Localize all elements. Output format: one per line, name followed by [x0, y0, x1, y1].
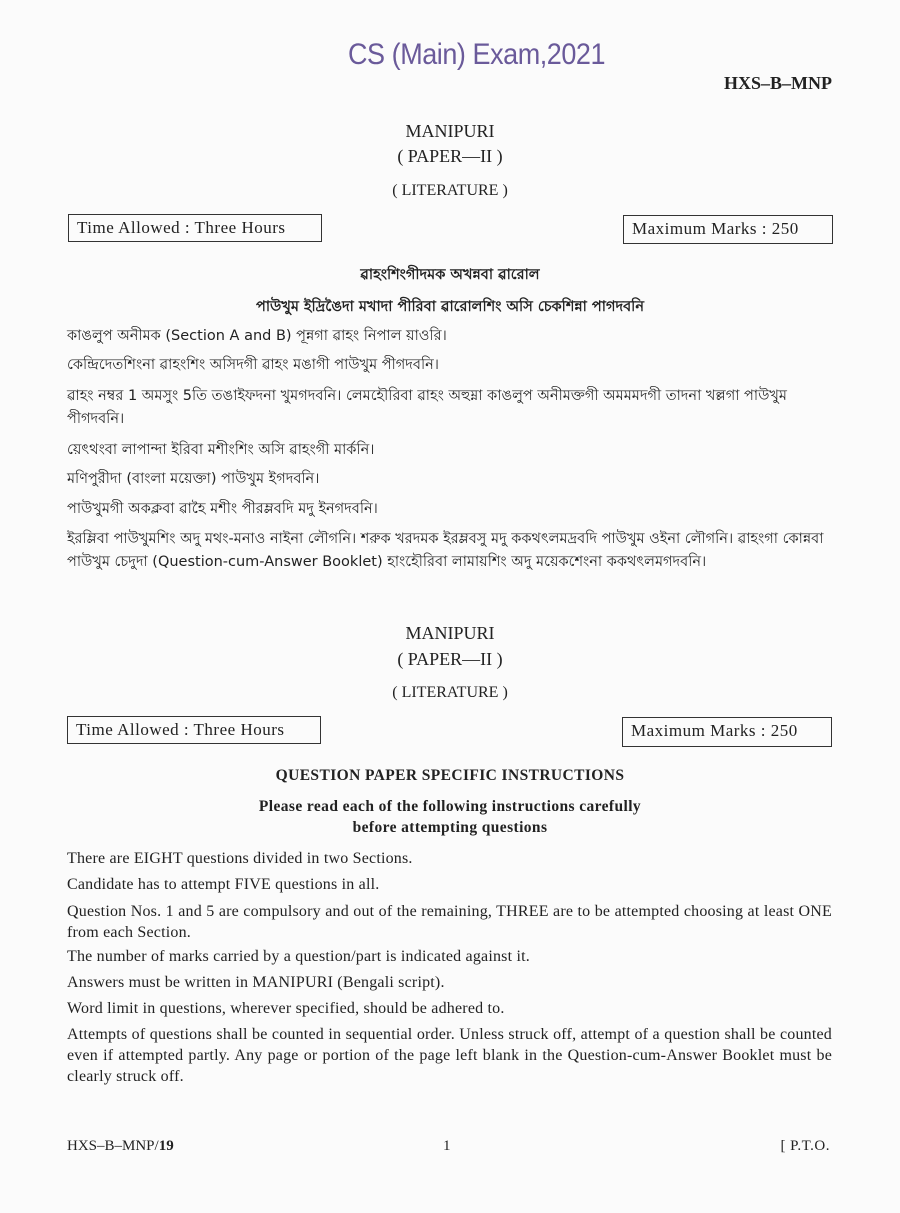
- paper-code: HXS–B–MNP: [724, 73, 832, 93]
- page-number: 1: [443, 1138, 451, 1154]
- subject-title: MANIPURI: [405, 121, 495, 141]
- instruction-item: Answers must be written in MANIPURI (Bengali script).: [67, 974, 445, 991]
- instruction-item: Attempts of questions shall be counted in sequential order. Unless struck off, attempt of a question shall be counted even if attempted partly. Any page or portion of the page left blank in the Question-cum-Answer Booklet must be clearly struck off.: [67, 1026, 832, 1085]
- instruction-item: Candidate has to attempt FIVE questions in all.: [67, 876, 380, 893]
- bengali-instruction: মণিপুরীদা (বাংলা ময়েক্তা) পাউখুম ইগদবনি।: [67, 471, 320, 487]
- max-marks-box: Maximum Marks : 250: [623, 215, 833, 244]
- category-label: ( LITERATURE ): [392, 684, 508, 701]
- instruction-item: Word limit in questions, wherever specified, should be adhered to.: [67, 1000, 505, 1017]
- bengali-subheading: পাউখুম ইদ্রিঙৈদা মখাদা পীরিবা ৱারোলশিং অসি চেকশিন্না পাগদবনি: [256, 299, 644, 315]
- instruction-item: There are EIGHT questions divided in two Sections.: [67, 850, 413, 867]
- footer-code-number: 19: [158, 1138, 174, 1154]
- max-marks-box: Maximum Marks : 250: [622, 717, 832, 747]
- category-label: ( LITERATURE ): [392, 182, 508, 199]
- subject-title: MANIPURI: [405, 623, 495, 643]
- exam-stamp: CS (Main) Exam,2021: [348, 38, 606, 71]
- bengali-instruction: পাউখুমগী অকক্লবা ৱাহৈ মশীং পীরম্লবদি মদু ইনগদবনি।: [67, 501, 378, 517]
- instructions-subtitle: before attempting questions: [352, 819, 548, 836]
- instructions-subtitle: Please read each of the following instructions carefully: [258, 798, 642, 815]
- bengali-instruction: কেন্দ্রিদেতশিংনা ৱাহংশিং অসিদগী ৱাহং মঙাগী পাউখুম পীগদবনি।: [67, 357, 439, 373]
- instructions-title: QUESTION PAPER SPECIFIC INSTRUCTIONS: [275, 767, 625, 784]
- bengali-heading: ৱাহংশিংগীদমক অখন্নবা ৱারোল: [360, 267, 540, 283]
- bengali-instruction: কাঙলুপ অনীমক (Section A and B) পূন্নগা ৱাহং নিপাল য়াওরি।: [67, 328, 447, 344]
- bengali-instruction: ৱাহং নম্বর 1 অমসুং 5তি তঙাইফদনা খুমগদবনি। লেমহৌরিবা ৱাহং অহুম্না কাঙলুপ অনীমক্তগী অমমমদগী তাদনা খল্লগা পাউখুম পীগদবনি।: [67, 388, 787, 427]
- time-allowed-box: Time Allowed : Three Hours: [67, 716, 321, 744]
- time-allowed-box: Time Allowed : Three Hours: [68, 214, 322, 242]
- paper-label: ( PAPER—II ): [397, 146, 503, 166]
- footer-code-prefix: HXS–B–MNP/: [67, 1138, 159, 1154]
- bengali-instruction: য়েৎথংবা লাপান্দা ইরিবা মশীংশিং অসি ৱাহংগী মার্কনি।: [67, 442, 375, 458]
- paper-label: ( PAPER—II ): [397, 649, 503, 669]
- bengali-instruction: ইরম্লিবা পাউখুমশিং অদু মথং-মনাও নাইনা লৌগনি। শরুক খরদমক ইরম্লবসু মদু ককথৎলমদ্রবদি পাউখুম ওইনা লৌগনি। ৱাহংগা কোন্নবা পাউখুম চেদুদা (Question-cum-Answer Booklet) হাংহৌরিবা লামায়শিং অদু ময়েকশেংনা ককথৎলমগদবনি।: [67, 531, 824, 570]
- pto-label: [ P.T.O.: [780, 1138, 830, 1154]
- instruction-item: Question Nos. 1 and 5 are compulsory and out of the remaining, THREE are to be attempted choosing at least ONE from each Section.: [67, 903, 832, 941]
- footer-code: [67, 1138, 174, 1155]
- instruction-item: The number of marks carried by a question/part is indicated against it.: [67, 948, 530, 965]
